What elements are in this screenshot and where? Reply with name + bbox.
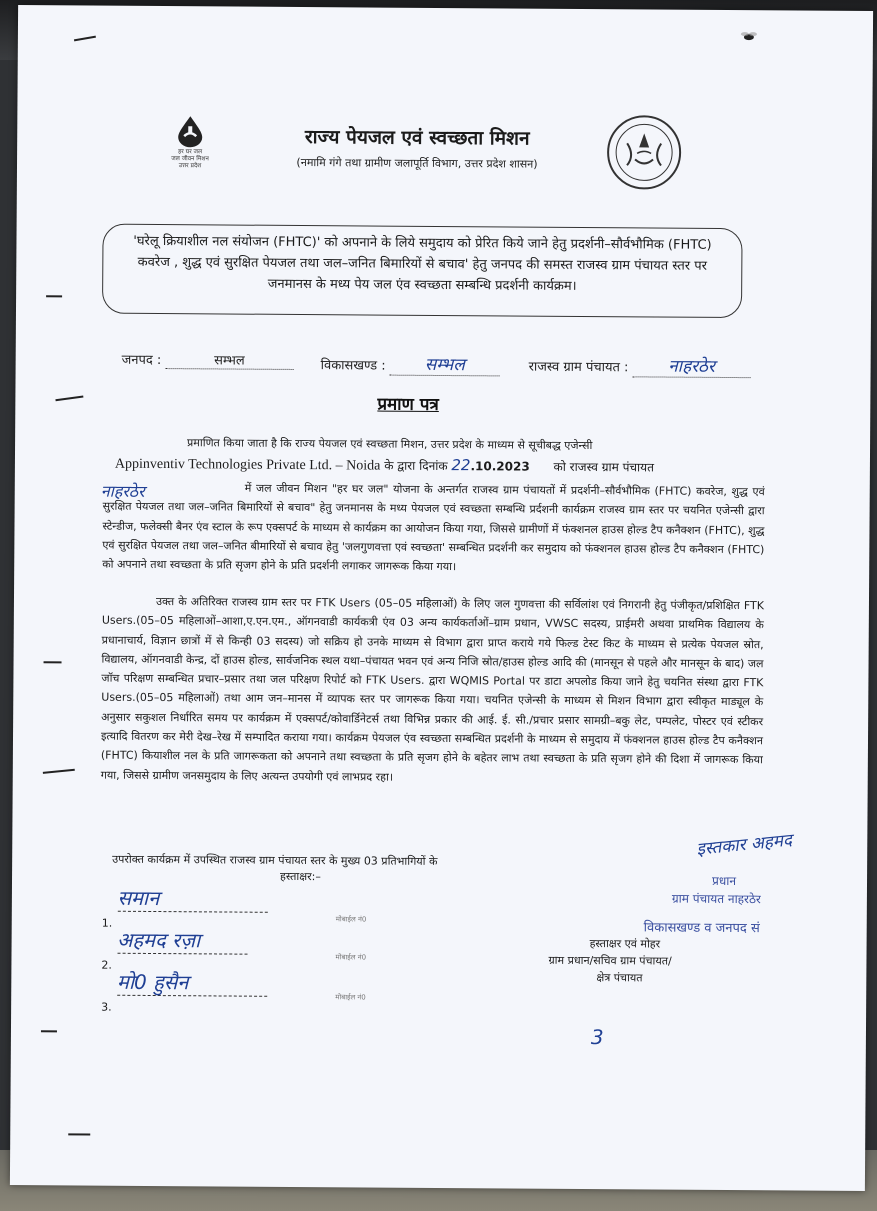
para1-line1: प्रमाणित किया जाता है कि राज्य पेयजल एवं स्वच्छता मिशन, उत्तर प्रदेश के माध्यम से सूचीबद्ध एजेन्सी xyxy=(187,436,593,453)
participant-2-mobile: मोबाईल नं0 xyxy=(335,953,367,962)
certificate-title: प्रमाण पत्र xyxy=(377,394,439,415)
district-value: सम्भल xyxy=(165,350,293,370)
margin-mark xyxy=(43,769,75,774)
margin-mark xyxy=(74,36,96,41)
document-page xyxy=(10,5,873,1191)
by-date-text: के द्वारा दिनांक xyxy=(384,458,448,474)
participants-heading: उपरोक्त कार्यक्रम में उपस्थित राजस्व ग्राम पंचायत स्तर के मुख्य 03 प्रतिभागियों के xyxy=(112,852,438,868)
fly-icon xyxy=(740,30,758,42)
har-ghar-jal-logo xyxy=(155,114,225,169)
panchayat-label: राजस्व ग्राम पंचायत : xyxy=(528,359,629,376)
block-value: सम्भल xyxy=(390,352,500,377)
panchayat-value: नाहरठेर xyxy=(633,353,751,378)
program-description-box: 'घरेलू क्रियाशील नल संयोजन (FHTC)' को अपनाने के लिये समुदाय को प्रेरित किये जाने हेतु प्रदर्शनी–सौर्वभौमिक (FHTC) कवरेज , शुद्ध एवं सुरक्षित पेयजल तथा जल–जनित बिमारियों से बचाव' हेतु जनपद की समस्त राजस्व ग्राम पंचायत स्तर पर जनमानस के मध्य पेय जल एंव स्वच्छता सम्बन्धि प्रदर्शनी कार्यक्रम। xyxy=(102,224,743,318)
margin-mark xyxy=(46,295,62,297)
mission-subtitle: (नमामि गंगे तथा ग्रामीण जलापूर्ति विभाग, उत्तर प्रदेश शासन) xyxy=(296,155,538,171)
signature-label: हस्ताक्षर एवं मोहर xyxy=(589,937,661,951)
participant-number: 3. xyxy=(101,1000,112,1014)
para2-body: उक्त के अतिरिक्त राजस्व ग्राम स्तर पर FTK Users (05–05 महिलाओं) के लिए जल गुणवत्ता की सर्विलांश एवं निगरानी हेतु पंजीकृत/प्रशिक्षित FTK Users.(05–05 महिलाओं–आशा,ए.एन.एम., ऑगनवाडी कार्यकत्री एंव 03 अन्य कार्यकर्ताओं–ग्राम प्रधान, VWSC सदस्य, प्राईमरी अथवा प्राथमिक विद्यालय के प्रधानाचार्य, विज्ञान छात्रों में से किन्ही 03 सदस्य) जो सक्रिय हो उनके माध्यम से विभाग द्वारा प्राप्त कराये गये फिल्ड टेस्ट किट के माध्यम से प्रत्येक पेयजल स्रोत, विद्यालय, ऑगनवाडी केन्द्र, दों हाउस होल्ड, सार्वजनिक स्थल यथा–पंचायत भवन एवं अन्य निजि स्रोत/हाउस होल्ड आदि की (मानसून से पहले और मानसून के बाद) जल जॉच परिक्षण सम्बन्धित प्रचार–प्रसार तथा जल परिक्षण रिपोर्ट को FTK Users. द्वारा WQMIS Portal पर डाटा अपलोड किया जाने हेतु चयनित संस्था द्वारा FTK Users.(05–05 महिलाओं) तथा आम जन–मानस में व्यापक स्तर पर जागरूक किया गया। चयनित एजेन्सी के माध्यम से मिशन विभाग द्वारा स्वीकृत माड्यूल के अनुसार सकुशल निर्धारित समय पर कार्यक्रम में एक्सपर्ट/कोवार्डिनेटर्स तथा विभिन्न प्रकार की आई. ई. सी./प्रचार प्रसार सामग्री–बकु लेट, पम्पलेट, पोस्टर एवं स्टीकर इत्यादि वितरण कर मेरी देख–रेख में सम्पादित कराया गया। कार्यक्रम पेयजल एंव स्वच्छता सम्बन्धित प्रदर्शनी के माध्यम से समुदाय में फंक्शनल हाउस होल्ड टैप कनैक्शन (FHTC) कियाशील नल के प्रति जागरूकता को अपनाने तथा स्वच्छता के प्रति सृजग होने के बहेतर लाभ तथा स्वच्छता के प्रति सृजग होने की दिशा में जागरूक किया गया, जिससे ग्रामीण जनसमुदाय के लिए अत्यन्त उपयोगी एवं लाभप्रद रहा। xyxy=(100,595,764,784)
block-field xyxy=(321,351,500,376)
participants-heading-2: हस्ताक्षर:– xyxy=(280,869,321,884)
block-label: विकासखण्ड : xyxy=(320,358,386,374)
logo-caption-1: हर घर जल xyxy=(178,148,203,156)
margin-mark xyxy=(55,396,83,401)
up-state-emblem-icon xyxy=(605,113,684,192)
para1-body: में जल जीवन मिशन "हर घर जल" योजना के अन्तर्गत राजस्व ग्राम पंचायतों में प्रदर्शनी–सौर्वभौमिक (FHTC) कवरेज, शुद्ध एवं सुरक्षित पेयजल तथा जल–जनित बिमारियों से बचाव" हेतु जनमानस के मध्य पेयजल एवं स्वच्छता सम्बन्धि प्रर्दशनी कार्यक्रम राजस्व ग्राम स्तर पर चयनित एजेन्सी द्वारा स्टेन्डीज, फलेक्सी बैनर एंव स्टाल के रूप एक्सपर्ट के माध्यम से कार्यक्रम का आयोजन किया गया, जिससे ग्रामीणों में फंक्शनल हाउस होल्ड टैप कनैक्शन (FHTC), शुद्ध एवं सुरक्षित पेयजल तथा जल–जनित बीमारियों से बचाव हेतु 'जलगुणवत्ता एवं स्वच्छता' सम्बन्धित प्रदर्शनी कर समुदाय को फंक्शनल हाउस होल्ड टैप कनैक्शन (FHTC) को अपनाने तथा स्वच्छता के प्रति सृजग होने के प्रति प्रदर्शनी लगाकर जागरूक किया गया। xyxy=(102,481,765,574)
date-handwritten: 22 xyxy=(451,456,471,475)
date-printed: .10.2023 xyxy=(470,459,530,474)
district-label: जनपद : xyxy=(121,352,162,369)
water-drop-icon xyxy=(173,114,207,148)
panchayat-field xyxy=(529,353,751,379)
stamp-line-1: प्रधान xyxy=(711,873,737,889)
page-number: 3 xyxy=(590,1025,604,1050)
signature-role: ग्राम प्रधान/सचिव ग्राम पंचायत/ xyxy=(548,953,672,968)
panchayat-handwritten: नाहरठेर xyxy=(100,481,145,501)
participant-1 xyxy=(101,884,268,930)
agency-line xyxy=(115,454,775,478)
to-panchayat-text: को राजस्व ग्राम पंचायत xyxy=(553,459,655,475)
district-field xyxy=(122,350,294,370)
participant-1-mobile: मोबाईल नं0 xyxy=(335,915,367,924)
participant-name: मो0 हुसैन xyxy=(117,968,267,997)
margin-mark xyxy=(41,1030,57,1032)
mission-title: राज्य पेयजल एवं स्वच्छता मिशन xyxy=(304,126,530,150)
pradhan-signature: इस्तकार अहमद xyxy=(695,830,793,860)
margin-mark xyxy=(44,661,62,663)
participant-name: समान xyxy=(117,884,267,913)
participant-3-mobile: मोबाईल नं0 xyxy=(335,993,366,1002)
stamp-line-3: विकासखण्ड व जनपद सं xyxy=(643,920,760,937)
signature-role-2: क्षेत्र पंचायत xyxy=(596,971,643,985)
participant-name: अहमद रज़ा xyxy=(117,926,247,955)
participant-3 xyxy=(101,968,267,1014)
participant-2 xyxy=(101,926,248,972)
logo-caption-3: उत्तर प्रदेश xyxy=(178,162,202,170)
participant-number: 2. xyxy=(101,958,112,972)
margin-mark xyxy=(68,1133,90,1135)
agency-name: Appinventiv Technologies Private Ltd. – Noida xyxy=(114,456,381,474)
stamp-line-2: ग्राम पंचायत नाहरठेर xyxy=(671,891,761,907)
participant-number: 1. xyxy=(101,916,113,930)
logo-caption-2: जल जीवन मिशन xyxy=(171,155,209,163)
